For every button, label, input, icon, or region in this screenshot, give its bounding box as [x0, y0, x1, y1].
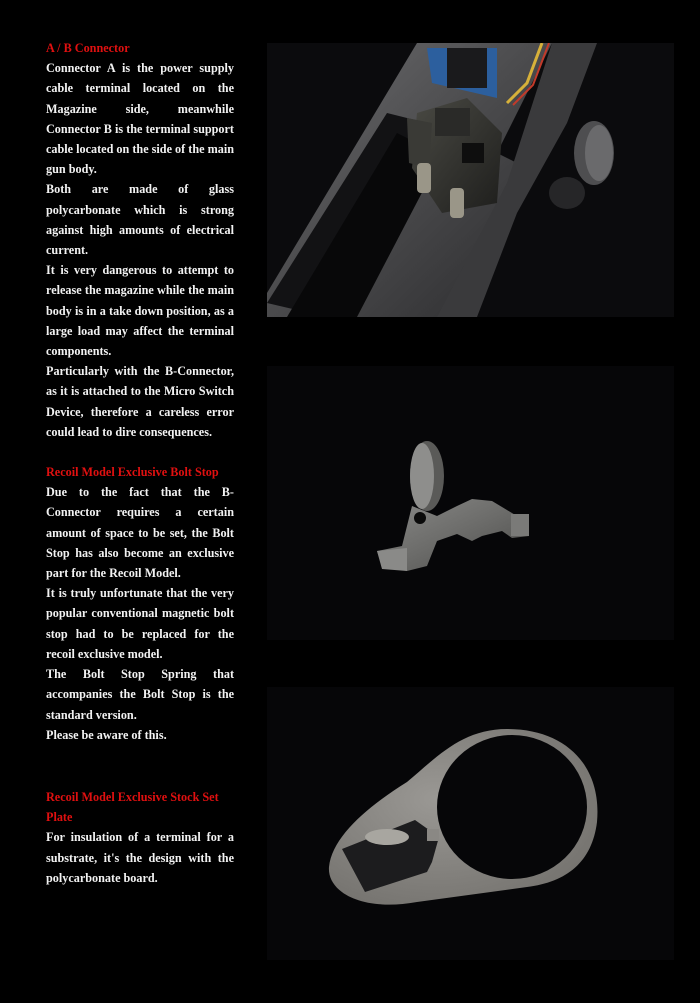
section-heading: Recoil Model Exclusive Stock Set Plate [46, 789, 219, 825]
paragraph: Particularly with the B-Connector, as it is attached to the Micro Switch Device, therefore a careless error could lead to dire consequences. [46, 364, 234, 439]
photo-bolt-stop [267, 366, 674, 640]
stock-set-plate-image [267, 687, 674, 960]
paragraph: The Bolt Stop Spring that accompanies the Bolt Stop is the standard version. [46, 667, 234, 722]
receiver-closeup-image [267, 43, 674, 317]
paragraph: It is truly unfortunate that the very popular conventional magnetic bolt stop had to be replaced for the recoil exclusive model. [46, 586, 234, 661]
section-gap [46, 745, 234, 765]
bolt-stop-image [267, 366, 674, 640]
section-bolt-stop [46, 462, 234, 745]
paragraph: Connector A is the power supply cable terminal located on the Magazine side, meanwhile Connector B is the terminal support cable located on the side of the main gun body. [46, 61, 234, 177]
paragraph: Both are made of glass polycarbonate which is strong against high amounts of electrical current. [46, 182, 234, 258]
section-gap [46, 765, 234, 787]
paragraph: For insulation of a terminal for a substrate, it's the design with the polycarbonate board. [46, 830, 234, 885]
photo-stock-set-plate [267, 687, 674, 960]
section-heading: A / B Connector [46, 41, 130, 55]
paragraph: Due to the fact that the B-Connector requires a certain amount of space to be set, the Bolt Stop has also become an exclusive part for the Recoil Model. [46, 485, 234, 581]
paragraph: Please be aware of this. [46, 727, 167, 742]
paragraph: It is very dangerous to attempt to release the magazine while the main body is in a take down position, as a large load may affect the terminal components. [46, 263, 234, 359]
article-text-column [46, 38, 234, 888]
section-ab-connector [46, 38, 234, 442]
section-heading: Recoil Model Exclusive Bolt Stop [46, 465, 219, 480]
section-gap [46, 442, 234, 462]
section-stock-set-plate [46, 787, 234, 888]
photo-ab-connector [267, 43, 674, 317]
